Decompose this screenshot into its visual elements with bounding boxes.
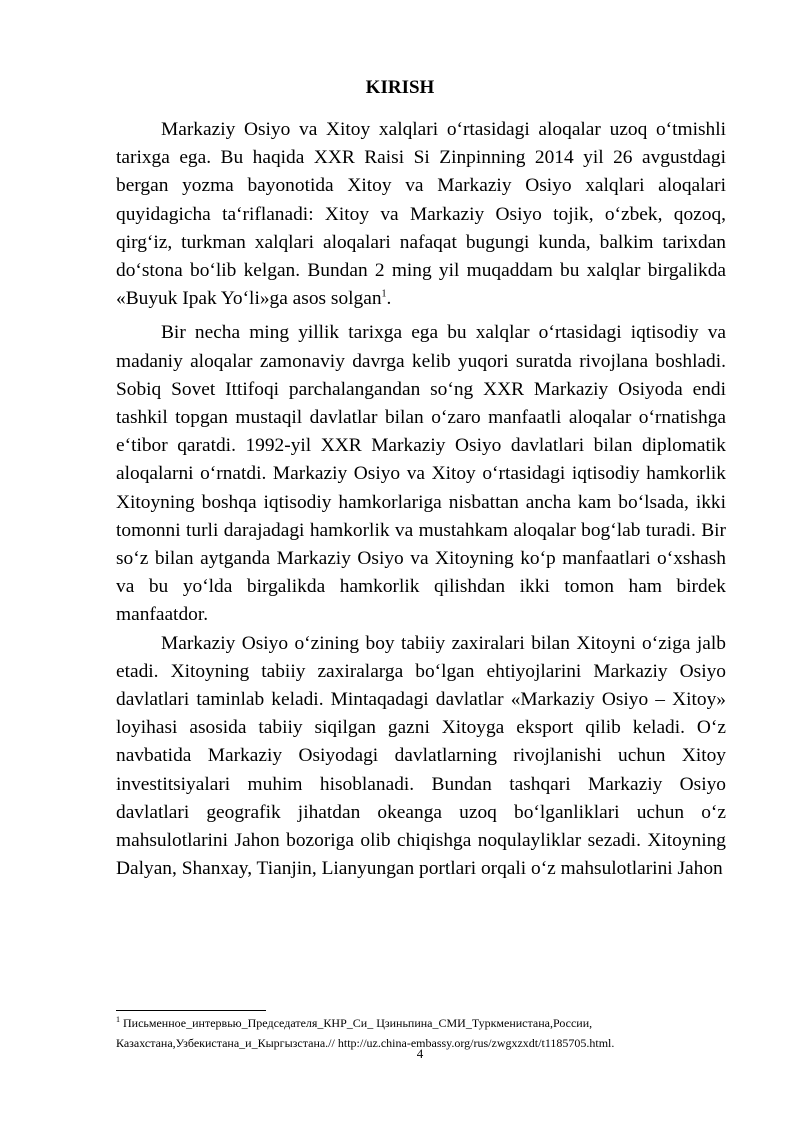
paragraph-2: Bir necha ming yillik tarixga ega bu xalqlar o‘rtasidagi iqtisodiy va madaniy aloqalar zamonaviy davrga kelib yuqori suratda rivojlana boshladi. Sobiq Sovet Ittifoqi parchalangandan so‘ng XXR Markaziy Osiyoda endi tashkil topgan mustaqil davlatlar bilan o‘zaro manfaatli aloqalar o‘rnatishga e‘tibor qaratdi. 1992-yil XXR Markaziy Osiyo davlatlari bilan diplomatik aloqalarni o‘rnatdi. Markaziy Osiyo va Xitoy o‘rtasidagi iqtisodiy hamkorlik Xitoyning boshqa iqtisodiy hamkorlariga nisbattan ancha kam bo‘lsada, ikki tomonni turli darajadagi hamkorlik va mustahkam aloqalar bog‘lab turadi. Bir so‘z bilan aytganda Markaziy Osiyo va Xitoyning ko‘p manfaatlari o‘xshash va bu yo‘lda birgalikda hamkorlik qilishdan ikki tomon ham birdek manfaatdor. xyxy=(116,322,726,626)
page-number: 4 xyxy=(416,1046,424,1061)
paragraph-1-text: Markaziy Osiyo va Xitoy xalqlari o‘rtasidagi aloqalar uzoq o‘tmishli tarixga ega. Bu haqida XXR Raisi Si Zinpinning 2014 yil 26 avgustdagi bergan yozma bayonotida Xitoy va Markaziy Osiyo xalqlari aloqalari quyidagicha ta‘riflanadi: Xitoy va Markaziy Osiyo tojik, o‘zbek, qozoq, qirg‘iz, turkman xalqlari aloqalari nafaqat bugungi kunda, balkim tarixdan do‘stona bo‘lib kelgan. Bundan 2 ming yil muqaddam bu xalqlar birgalikda «Buyuk Ipak Yo‘li»ga asos solgan xyxy=(116,119,726,310)
page-title: KIRISH xyxy=(365,77,435,98)
paragraph-1-end: . xyxy=(386,288,392,310)
footnote-text: Письменное_интервью_Председателя_КНР_Си_ Цзиньпина_СМИ_Туркменистана,России, Казахстана,Узбекистана_и_Кыргызстана.// http://uz.china-embassy.org/rus/zwgxzxdt/t1185705.html. xyxy=(116,1016,615,1050)
paragraph-3: Markaziy Osiyo o‘zining boy tabiiy zaxiralari bilan Xitoyni o‘ziga jalb etadi. Xitoyning tabiiy zaxiralarga bo‘lgan ehtiyojlarini Markaziy Osiyo davlatlari taminlab keladi. Mintaqadagi davlatlar «Markaziy Osiyo – Xitoy» loyihasi asosida tabiiy siqilgan gazni Xitoyga eksport qilib keladi. O‘z navbatida Markaziy Osiyodagi davlatlarning rivojlanishi uchun Xitoy investitsiyalari muhim hisoblanadi. Bundan tashqari Markaziy Osiyo davlatlari geografik jihatdan okeanga uzoq bo‘lganliklari uchun o‘z mahsulotlarini Jahon bozoriga olib chiqishga noqulayliklar sezadi. Xitoyning Dalyan, Shanxay, Tianjin, Lianyungan portlari orqali o‘z mahsulotlarini Jahon xyxy=(116,632,726,880)
paragraph-1 xyxy=(116,116,726,313)
footnote-reference[interactable]: 1 xyxy=(381,288,387,300)
footnote-marker: 1 xyxy=(116,1015,120,1024)
body-text xyxy=(116,116,726,883)
footnote-separator xyxy=(116,1010,266,1011)
